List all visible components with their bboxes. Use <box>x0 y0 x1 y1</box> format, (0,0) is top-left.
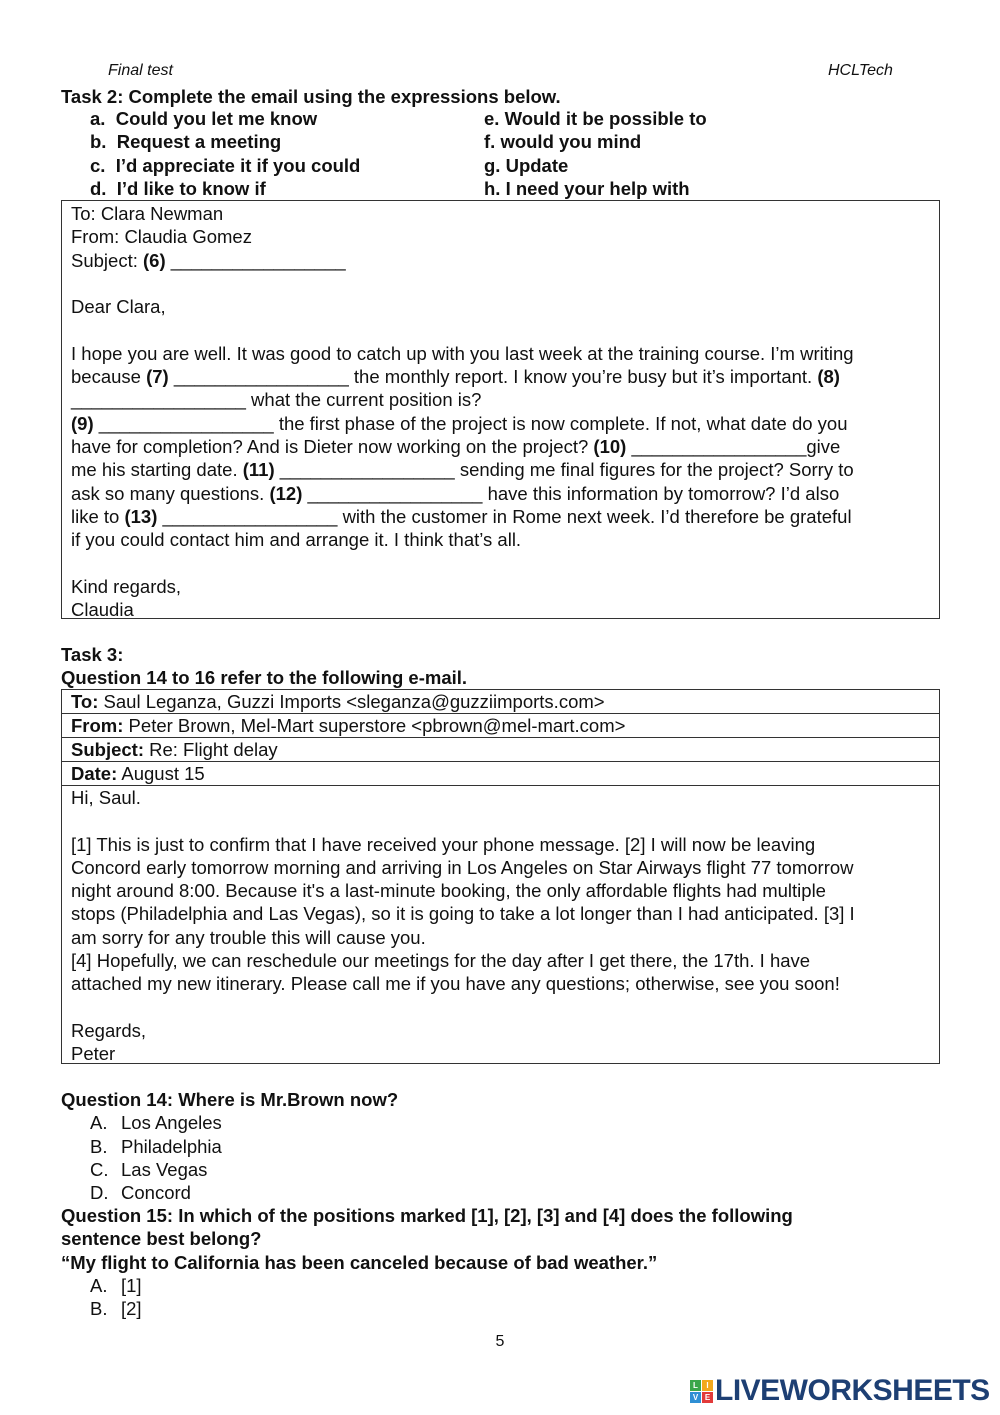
email-text: _________________ what the current position is? <box>71 389 482 411</box>
email-line <box>71 225 939 248</box>
subject-value: Re: Flight delay <box>143 739 278 760</box>
email-text: ask so many questions. <box>71 482 270 504</box>
logo-tile: V <box>690 1392 701 1403</box>
email-text: _________________ the first phase of the project is now complete. If not, what date do you <box>93 412 848 434</box>
logo-tile: E <box>702 1392 713 1403</box>
email-subject-row <box>61 737 940 761</box>
blank-number: (6) <box>143 249 166 271</box>
email-line <box>71 551 939 574</box>
answer-option[interactable] <box>61 1158 398 1181</box>
email-body-line: [4] Hopefully, we can reschedule our meetings for the day after I get there, the 17th. I have <box>71 950 811 972</box>
email-text: because <box>71 366 147 388</box>
email-text: Kind regards, <box>71 575 182 597</box>
task3-title: Task 3: <box>61 644 124 665</box>
blank-number: (10) <box>593 435 627 457</box>
email-text: _________________ sending me final figures for the project? Sorry to <box>274 459 854 481</box>
email-text: _________________ have this information by tomorrow? I’d also <box>302 482 840 504</box>
option-text: Las Vegas <box>121 1158 208 1180</box>
option-text: [1] <box>121 1274 142 1296</box>
email-body-line: Concord early tomorrow morning and arriving in Los Angeles on Star Airways flight 77 tomorrow <box>71 856 854 878</box>
option-text: Philadelphia <box>121 1135 222 1157</box>
header-left: Final test <box>108 62 173 79</box>
email-body-line <box>71 809 939 832</box>
answer-option[interactable] <box>61 1181 398 1204</box>
email-body <box>61 785 940 1064</box>
email-line <box>71 318 939 341</box>
logo-text: LIVEWORKSHEETS <box>715 1374 990 1407</box>
option-text: Los Angeles <box>121 1112 222 1134</box>
email-text: _________________ the monthly report. I know you’re busy but it’s important. <box>168 366 818 388</box>
blank-number: (11) <box>242 459 275 481</box>
email-body-line: attached my new itinerary. Please call me if you have any questions; otherwise, see you soon! <box>71 973 840 995</box>
option-f: f. would you mind <box>484 131 642 153</box>
email-line <box>71 388 939 411</box>
email-text: have for completion? And is Dieter now working on the project? <box>71 435 594 457</box>
task2-title: Task 2: Complete the email using the expressions below. <box>61 86 561 107</box>
option-a: a. Could you let me know <box>90 108 318 129</box>
question-15 <box>61 1204 793 1320</box>
answer-option[interactable] <box>61 1111 398 1134</box>
option-h: h. I need your help with <box>484 177 690 199</box>
email-text: like to <box>71 505 125 527</box>
question-15-text-2: sentence best belong? <box>61 1228 262 1250</box>
date-value: August 15 <box>117 763 205 784</box>
option-text: Concord <box>121 1182 191 1204</box>
question-15-quote: “My flight to California has been canceled because of bad weather.” <box>61 1251 658 1273</box>
answer-option[interactable] <box>61 1274 793 1297</box>
option-d: d. I’d like to know if <box>90 177 266 199</box>
email-body-line <box>71 996 939 1019</box>
blank-number: (7) <box>146 366 169 388</box>
email-text: _________________ with the customer in Rome next week. I’d therefore be grateful <box>157 505 852 527</box>
email-from-row <box>61 713 940 737</box>
email-line <box>71 272 939 295</box>
option-g: g. Update <box>484 154 569 176</box>
email-line <box>71 412 939 435</box>
to-value: Saul Leganza, Guzzi Imports <sleganza@guzziimports.com> <box>98 691 605 712</box>
email-body-line: stops (Philadelphia and Las Vegas), so it is going to take a lot longer than I had anticipated. [3] I <box>71 903 855 925</box>
option-text: [2] <box>121 1298 142 1320</box>
header-right: HCLTech <box>828 62 893 79</box>
to-label: To: <box>71 691 99 712</box>
option-letter: C. <box>90 1158 109 1180</box>
from-value: Peter Brown, Mel-Mart superstore <pbrown@mel-mart.com> <box>123 715 626 736</box>
email-box-task2 <box>61 200 940 619</box>
email-date-row <box>61 761 940 785</box>
email-line <box>71 435 939 458</box>
option-letter: A. <box>90 1274 108 1296</box>
email-body-line: [1] This is just to confirm that I have received your phone message. [2] I will now be leaving <box>71 833 816 855</box>
email-text: To: Clara Newman <box>71 203 224 224</box>
email-line <box>71 342 939 365</box>
liveworksheets-logo <box>690 1374 990 1408</box>
email-text: Dear Clara, <box>71 296 166 318</box>
blank-number: (12) <box>269 482 303 504</box>
answer-option[interactable] <box>61 1297 793 1320</box>
email-text: _________________give <box>626 435 841 457</box>
question-14-text: Question 14: Where is Mr.Brown now? <box>61 1089 399 1110</box>
option-e: e. Would it be possible to <box>484 108 707 129</box>
blank-number: (8) <box>817 366 840 388</box>
question-14 <box>61 1088 398 1204</box>
page-number: 5 <box>495 1333 505 1350</box>
answer-option[interactable] <box>61 1135 398 1158</box>
logo-tile: I <box>702 1380 713 1391</box>
email-to-row <box>61 689 940 713</box>
email-line <box>71 482 939 505</box>
task3-subtitle: Question 14 to 16 refer to the following e-mail. <box>61 667 468 688</box>
email-line <box>71 249 939 272</box>
option-letter: B. <box>90 1298 108 1320</box>
email-line <box>71 528 939 551</box>
blank-number: (13) <box>124 505 158 527</box>
option-letter: A. <box>90 1112 108 1134</box>
email-line <box>71 458 939 481</box>
option-b: b. Request a meeting <box>90 131 282 153</box>
option-letter: D. <box>90 1182 109 1204</box>
blank-number: (9) <box>71 412 94 434</box>
email-line <box>71 598 939 621</box>
option-c: c. I’d appreciate it if you could <box>90 154 361 176</box>
email-text: From: Claudia Gomez <box>71 226 252 248</box>
email-text: I hope you are well. It was good to catch up with you last week at the training course. I’m writing <box>71 342 854 364</box>
date-label: Date: <box>71 763 118 784</box>
from-label: From: <box>71 715 124 736</box>
email-line <box>71 505 939 528</box>
email-text: Subject: <box>71 249 143 271</box>
email-text: _________________ <box>165 249 346 271</box>
email-line <box>71 365 939 388</box>
email-line <box>71 575 939 598</box>
subject-label: Subject: <box>71 739 144 760</box>
email-body-line: am sorry for any trouble this will cause you. <box>71 926 426 948</box>
email-line <box>71 202 939 225</box>
email-body-line: Regards, <box>71 1019 147 1041</box>
logo-tiles-icon <box>690 1380 713 1403</box>
question-15-text-1: Question 15: In which of the positions marked [1], [2], [3] and [4] does the following <box>61 1205 793 1226</box>
expression-options <box>90 107 790 200</box>
option-letter: B. <box>90 1135 108 1157</box>
email-body-line: Hi, Saul. <box>71 787 141 808</box>
email-text: if you could contact him and arrange it. I think that’s all. <box>71 529 522 551</box>
email-line <box>71 295 939 318</box>
email-text: Claudia <box>71 599 134 621</box>
logo-tile: L <box>690 1380 701 1391</box>
email-body-line: Peter <box>71 1043 116 1065</box>
email-text: me his starting date. <box>71 459 243 481</box>
email-body-line: night around 8:00. Because it's a last-minute booking, the only affordable flights had multiple <box>71 880 826 902</box>
email-table-task3 <box>61 689 940 1064</box>
